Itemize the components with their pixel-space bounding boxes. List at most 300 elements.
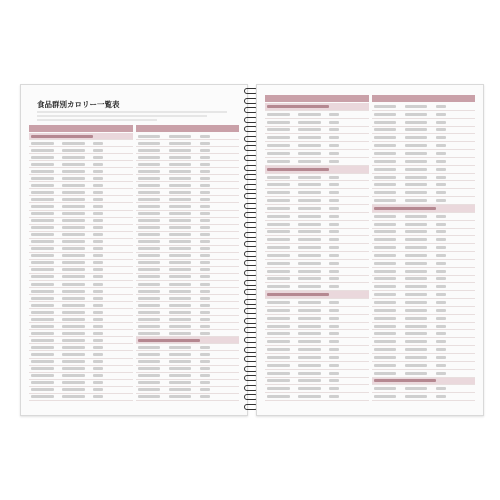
table-row [372, 111, 476, 119]
table-cell-placeholder [93, 163, 103, 166]
table-row [265, 346, 369, 354]
table-row [372, 166, 476, 174]
table-cell-placeholder [62, 311, 85, 314]
table-cell-placeholder [31, 205, 54, 208]
table-row [265, 338, 369, 346]
table-cell-placeholder [93, 212, 103, 215]
table-cell-placeholder [138, 156, 161, 159]
table-cell-placeholder [267, 121, 290, 124]
table-cell-placeholder [298, 332, 321, 335]
table-cell-placeholder [200, 212, 210, 215]
table-cell-placeholder [62, 170, 85, 173]
table-cell-placeholder [329, 372, 339, 375]
intro-text-line [37, 115, 207, 117]
table-cell-placeholder [62, 318, 85, 321]
table-cell-placeholder [329, 364, 339, 367]
table-cell-placeholder [31, 395, 54, 398]
table-cell-placeholder [267, 136, 290, 139]
table-cell-placeholder [374, 136, 397, 139]
table-cell-placeholder [138, 353, 161, 356]
table-cell-placeholder [405, 270, 428, 273]
table-cell-placeholder [93, 149, 103, 152]
table-cell-placeholder [329, 246, 339, 249]
table-cell-placeholder [267, 128, 290, 131]
table-cell-placeholder [31, 367, 54, 370]
table-column [265, 95, 369, 401]
table-row [372, 268, 476, 276]
table-cell-placeholder [31, 226, 54, 229]
table-cell-placeholder [138, 219, 161, 222]
table-cell-placeholder [436, 176, 446, 179]
table-cell-placeholder [436, 348, 446, 351]
table-cell-placeholder [200, 163, 210, 166]
table-cell-placeholder [31, 374, 54, 377]
table-cell-placeholder [267, 191, 290, 194]
table-row [372, 393, 476, 401]
table-cell-placeholder [405, 246, 428, 249]
table-cell-placeholder [62, 226, 85, 229]
table-cell-placeholder [138, 198, 161, 201]
table-cell-placeholder [374, 113, 397, 116]
table-row [29, 267, 133, 274]
table-cell-placeholder [31, 219, 54, 222]
table-row [136, 260, 240, 267]
table-cell-placeholder [329, 270, 339, 273]
table-cell-placeholder [138, 247, 161, 250]
table-cell-placeholder [374, 168, 397, 171]
table-cell-placeholder [62, 240, 85, 243]
table-cell-placeholder [374, 121, 397, 124]
table-cell-placeholder [405, 183, 428, 186]
table-cell-placeholder [31, 198, 54, 201]
table-cell-placeholder [374, 254, 397, 257]
table-cell-placeholder [93, 318, 103, 321]
table-cell-placeholder [267, 317, 290, 320]
table-cell-placeholder [62, 163, 85, 166]
table-cell-placeholder [405, 254, 428, 257]
table-cell-placeholder [298, 387, 321, 390]
table-cell-placeholder [267, 325, 290, 328]
table-cell-placeholder [200, 395, 210, 398]
table-cell-placeholder [31, 254, 54, 257]
table-row [136, 323, 240, 330]
table-row [136, 133, 240, 140]
table-row [136, 189, 240, 196]
table-cell-placeholder [62, 142, 85, 145]
intro-text-line [37, 111, 227, 113]
table-cell-placeholder [138, 212, 161, 215]
table-cell-placeholder [62, 268, 85, 271]
table-column [372, 95, 476, 401]
table-cell-placeholder [200, 275, 210, 278]
table-cell-placeholder [267, 246, 290, 249]
table-cell-placeholder [93, 332, 103, 335]
table-row [29, 359, 133, 366]
table-cell-placeholder [374, 277, 397, 280]
table-row [265, 142, 369, 150]
table-cell-placeholder [138, 184, 161, 187]
table-cell-placeholder [93, 261, 103, 264]
table-row [29, 168, 133, 175]
table-cell-placeholder [169, 254, 192, 257]
table-cell-placeholder [436, 293, 446, 296]
table-row [372, 283, 476, 291]
table-cell-placeholder [436, 199, 446, 202]
table-cell-placeholder [93, 177, 103, 180]
table-cell-placeholder [329, 199, 339, 202]
table-cell-placeholder [267, 105, 329, 108]
table-cell-placeholder [138, 388, 161, 391]
table-cell-placeholder [93, 346, 103, 349]
table-cell-placeholder [31, 318, 54, 321]
table-cell-placeholder [298, 270, 321, 273]
table-cell-placeholder [169, 283, 192, 286]
table-cell-placeholder [405, 160, 428, 163]
table-cell-placeholder [169, 275, 192, 278]
table-row [372, 252, 476, 260]
table-cell-placeholder [436, 317, 446, 320]
table-row [136, 281, 240, 288]
table-row [265, 299, 369, 307]
table-cell-placeholder [138, 290, 161, 293]
table-cell-placeholder [329, 128, 339, 131]
table-cell-placeholder [298, 144, 321, 147]
table-cell-placeholder [200, 360, 210, 363]
table-cell-placeholder [267, 144, 290, 147]
table-cell-placeholder [329, 379, 339, 382]
table-cell-placeholder [329, 215, 339, 218]
table-cell-placeholder [93, 268, 103, 271]
table-cell-placeholder [267, 215, 290, 218]
table-cell-placeholder [31, 170, 54, 173]
right-page [256, 84, 484, 416]
table-cell-placeholder [298, 395, 321, 398]
table-cell-placeholder [329, 301, 339, 304]
table-cell-placeholder [138, 226, 161, 229]
table-row [29, 323, 133, 330]
table-cell-placeholder [436, 215, 446, 218]
table-cell-placeholder [62, 304, 85, 307]
table-cell-placeholder [436, 105, 446, 108]
table-cell-placeholder [62, 332, 85, 335]
table-cell-placeholder [62, 374, 85, 377]
table-row [29, 232, 133, 239]
table-cell-placeholder [436, 183, 446, 186]
table-cell-placeholder [31, 184, 54, 187]
table-row [136, 225, 240, 232]
table-cell-placeholder [200, 367, 210, 370]
table-cell-placeholder [93, 198, 103, 201]
table-cell-placeholder [31, 275, 54, 278]
table-row [265, 252, 369, 260]
table-cell-placeholder [298, 191, 321, 194]
table-cell-placeholder [31, 247, 54, 250]
table-row [136, 295, 240, 302]
table-cell-placeholder [169, 346, 192, 349]
table-cell-placeholder [62, 381, 85, 384]
table-cell-placeholder [374, 301, 397, 304]
table-cell-placeholder [200, 346, 210, 349]
table-cell-placeholder [62, 219, 85, 222]
table-row [136, 218, 240, 225]
table-cell-placeholder [93, 219, 103, 222]
table-row [372, 142, 476, 150]
table-cell-placeholder [169, 226, 192, 229]
table-cell-placeholder [62, 339, 85, 342]
table-row [29, 182, 133, 189]
table-row [29, 351, 133, 358]
table-cell-placeholder [169, 395, 192, 398]
category-row [372, 205, 476, 213]
table-cell-placeholder [200, 226, 210, 229]
table-row [265, 315, 369, 323]
table-cell-placeholder [267, 293, 329, 296]
table-cell-placeholder [436, 387, 446, 390]
table-cell-placeholder [298, 301, 321, 304]
table-cell-placeholder [169, 233, 192, 236]
table-cell-placeholder [374, 199, 397, 202]
table-cell-placeholder [169, 184, 192, 187]
table-cell-placeholder [298, 309, 321, 312]
table-cell-placeholder [298, 246, 321, 249]
table-row [265, 362, 369, 370]
table-row [265, 393, 369, 401]
table-cell-placeholder [374, 270, 397, 273]
table-row [29, 337, 133, 344]
table-row [136, 344, 240, 351]
table-cell-placeholder [374, 246, 397, 249]
table-cell-placeholder [374, 105, 397, 108]
table-cell-placeholder [138, 318, 161, 321]
table-row [29, 189, 133, 196]
table-cell-placeholder [169, 261, 192, 264]
table-cell-placeholder [405, 262, 428, 265]
table-row [29, 140, 133, 147]
table-cell-placeholder [62, 325, 85, 328]
table-cell-placeholder [374, 379, 436, 382]
table-cell-placeholder [200, 142, 210, 145]
table-cell-placeholder [93, 240, 103, 243]
table-cell-placeholder [138, 163, 161, 166]
table-cell-placeholder [62, 283, 85, 286]
table-row [265, 174, 369, 182]
table-cell-placeholder [31, 304, 54, 307]
table-cell-placeholder [31, 339, 54, 342]
table-cell-placeholder [405, 136, 428, 139]
table-cell-placeholder [405, 191, 428, 194]
table-cell-placeholder [298, 238, 321, 241]
table-cell-placeholder [405, 223, 428, 226]
table-cell-placeholder [62, 367, 85, 370]
table-cell-placeholder [138, 170, 161, 173]
table-cell-placeholder [93, 388, 103, 391]
table-row [136, 309, 240, 316]
table-cell-placeholder [405, 230, 428, 233]
table-row [136, 274, 240, 281]
table-cell-placeholder [405, 293, 428, 296]
table-cell-placeholder [62, 247, 85, 250]
table-cell-placeholder [93, 205, 103, 208]
table-row [29, 239, 133, 246]
table-cell-placeholder [31, 261, 54, 264]
table-row [372, 221, 476, 229]
table-cell-placeholder [31, 135, 93, 138]
table-row [372, 236, 476, 244]
category-row [265, 166, 369, 174]
table-row [29, 309, 133, 316]
table-cell-placeholder [405, 348, 428, 351]
table-cell-placeholder [31, 346, 54, 349]
table-cell-placeholder [93, 304, 103, 307]
table-cell-placeholder [298, 160, 321, 163]
table-cell-placeholder [405, 121, 428, 124]
table-cell-placeholder [200, 149, 210, 152]
left-page [20, 84, 248, 416]
table-cell-placeholder [374, 285, 397, 288]
table-cell-placeholder [200, 170, 210, 173]
table-row [29, 281, 133, 288]
table-cell-placeholder [267, 160, 290, 163]
table-cell-placeholder [93, 360, 103, 363]
table-cell-placeholder [436, 364, 446, 367]
table-cell-placeholder [436, 340, 446, 343]
table-cell-placeholder [267, 238, 290, 241]
table-cell-placeholder [200, 135, 210, 138]
table-cell-placeholder [267, 301, 290, 304]
table-cell-placeholder [138, 149, 161, 152]
table-cell-placeholder [405, 285, 428, 288]
table-row [136, 373, 240, 380]
table-cell-placeholder [200, 290, 210, 293]
table-row [136, 302, 240, 309]
table-cell-placeholder [267, 340, 290, 343]
table-row [29, 253, 133, 260]
table-cell-placeholder [138, 304, 161, 307]
table-row [265, 127, 369, 135]
table-cell-placeholder [298, 372, 321, 375]
table-row [265, 150, 369, 158]
table-row [265, 181, 369, 189]
table-cell-placeholder [200, 332, 210, 335]
table-cell-placeholder [138, 367, 161, 370]
table-row [265, 385, 369, 393]
table-cell-placeholder [62, 184, 85, 187]
table-cell-placeholder [374, 238, 397, 241]
table-cell-placeholder [298, 183, 321, 186]
table-row [265, 158, 369, 166]
table-cell-placeholder [62, 297, 85, 300]
table-row [136, 161, 240, 168]
table-row [372, 260, 476, 268]
table-cell-placeholder [374, 191, 397, 194]
table-cell-placeholder [169, 177, 192, 180]
table-cell-placeholder [200, 325, 210, 328]
table-cell-placeholder [298, 317, 321, 320]
table-cell-placeholder [31, 381, 54, 384]
table-cell-placeholder [200, 297, 210, 300]
table-cell-placeholder [200, 219, 210, 222]
table-cell-placeholder [31, 177, 54, 180]
table-row [372, 385, 476, 393]
table-cell-placeholder [138, 374, 161, 377]
table-cell-placeholder [169, 353, 192, 356]
table-row [136, 394, 240, 401]
table-row [372, 189, 476, 197]
table-cell-placeholder [298, 215, 321, 218]
table-cell-placeholder [93, 353, 103, 356]
table-cell-placeholder [31, 353, 54, 356]
table-cell-placeholder [93, 142, 103, 145]
table-cell-placeholder [374, 223, 397, 226]
table-cell-placeholder [298, 262, 321, 265]
table-cell-placeholder [267, 285, 290, 288]
table-cell-placeholder [93, 381, 103, 384]
table-cell-placeholder [267, 387, 290, 390]
table-cell-placeholder [436, 113, 446, 116]
table-cell-placeholder [62, 198, 85, 201]
table-row [265, 119, 369, 127]
table-row [29, 196, 133, 203]
table-row [372, 150, 476, 158]
table-cell-placeholder [200, 184, 210, 187]
intro-text-line [37, 119, 157, 121]
table-cell-placeholder [138, 240, 161, 243]
table-cell-placeholder [93, 395, 103, 398]
table-cell-placeholder [93, 191, 103, 194]
table-cell-placeholder [62, 212, 85, 215]
table-row [265, 229, 369, 237]
table-cell-placeholder [169, 170, 192, 173]
table-row [136, 253, 240, 260]
table-cell-placeholder [200, 381, 210, 384]
notebook [20, 84, 482, 414]
table-cell-placeholder [138, 332, 161, 335]
table-cell-placeholder [62, 149, 85, 152]
table-cell-placeholder [436, 136, 446, 139]
table-cell-placeholder [298, 340, 321, 343]
table-row [29, 380, 133, 387]
table-cell-placeholder [267, 254, 290, 257]
table-cell-placeholder [169, 163, 192, 166]
table-cell-placeholder [298, 325, 321, 328]
table-cell-placeholder [436, 144, 446, 147]
table-cell-placeholder [62, 261, 85, 264]
table-cell-placeholder [374, 372, 397, 375]
table-cell-placeholder [138, 381, 161, 384]
table-cell-placeholder [329, 144, 339, 147]
table-cell-placeholder [169, 205, 192, 208]
table-row [372, 158, 476, 166]
table-row [136, 351, 240, 358]
table-cell-placeholder [200, 156, 210, 159]
table-row [136, 380, 240, 387]
table-row [372, 174, 476, 182]
table-cell-placeholder [62, 353, 85, 356]
table-cell-placeholder [298, 364, 321, 367]
category-row [29, 133, 133, 140]
table-row [372, 338, 476, 346]
table-cell-placeholder [200, 304, 210, 307]
table-row [136, 168, 240, 175]
table-cell-placeholder [31, 290, 54, 293]
table-row [136, 239, 240, 246]
table-cell-placeholder [298, 254, 321, 257]
table-cell-placeholder [200, 233, 210, 236]
table-cell-placeholder [298, 136, 321, 139]
table-cell-placeholder [298, 223, 321, 226]
table-cell-placeholder [138, 360, 161, 363]
table-cell-placeholder [200, 374, 210, 377]
